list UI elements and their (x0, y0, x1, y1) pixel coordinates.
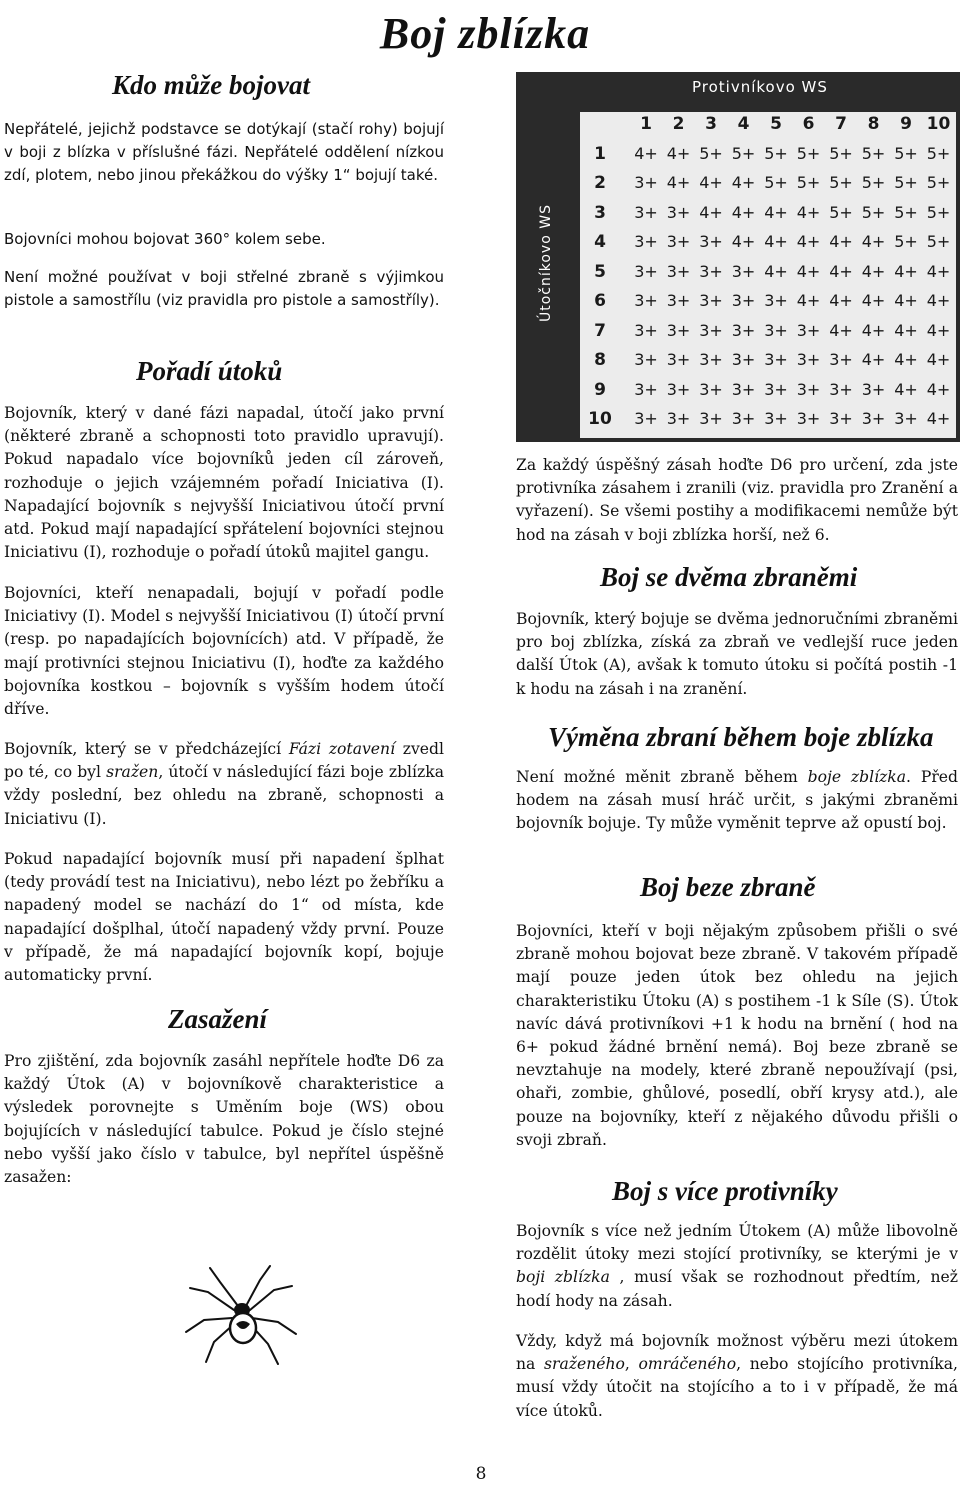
paragraph-vymena (516, 766, 958, 836)
table-cell: 5+ (829, 173, 853, 192)
table-cell: 3+ (764, 291, 788, 310)
table-column-header: 8 (867, 114, 880, 134)
paragraph-beze-zbrane: Bojovníci, kteří v boji nějakým způsobem přišli o své zbraně mohou bojovat beze zbraně. V takovém případě mají pouze jeden útok bez ohledu na jejich charakteristiku Útoku (A) s postihem -1 k Síle (S). Útok navíc dává protivníkovi +1 k hodu na brnění ( hod na 6+ pokud žádné brnění nemá). Boj beze zbraně se nevztahuje na modely, které zbraně nepoužívají (psi, ohaři, zombie, ghůlové, posedlí, obří krysy atd.), ale pouze na bojovníky, kteří z nějakého důvodu přišli o svoji zbraň. (516, 922, 958, 1149)
paragraph-kdo-3: Není možné používat v boji střelné zbraně s výjimkou pistole a samostřílu (viz pravidla pro pistole a samostříly). (4, 268, 444, 310)
table-cell: 4+ (796, 261, 821, 281)
table-cell: 5+ (699, 143, 723, 163)
table-row-header: 7 (594, 320, 606, 341)
text-span: , (624, 1355, 639, 1374)
table-cell: 3+ (764, 320, 788, 340)
table-cell: 3+ (634, 409, 658, 428)
ws-hit-table (516, 72, 960, 442)
table-cell: 5+ (861, 173, 886, 192)
table-cell: 4+ (894, 291, 918, 310)
table-cell: 5+ (894, 173, 918, 192)
table-cell: 3+ (666, 409, 691, 428)
table-row-header: 6 (594, 291, 606, 311)
paragraph-vice-2 (516, 1330, 958, 1423)
table-cell: 5+ (764, 143, 788, 163)
table-cell: 5+ (796, 173, 821, 192)
table-cell: 4+ (796, 202, 821, 222)
table-row-header: 1 (594, 143, 606, 164)
page-title: Boj zblízka (379, 9, 591, 58)
text-span: Není možné měnit zbraně během (516, 768, 808, 786)
table-row-header: 8 (594, 350, 606, 370)
table-cell: 3+ (861, 379, 886, 399)
table-cell: 4+ (926, 350, 951, 369)
emphasis-text: boji zblízka (516, 1268, 610, 1287)
table-row-header: 9 (594, 379, 606, 400)
table-cell: 4+ (926, 291, 951, 310)
paragraph-dve-zbrane: Bojovník, který bojuje se dvěma jednoručními zbraněmi pro boj zblízka, získá za zbraň ve vedlejší ruce jeden další Útok (A), avšak k tomuto útoku si počítá postih -1 k hodu na zásah i na zranění. (516, 610, 958, 698)
table-column-header: 10 (926, 114, 951, 134)
table-cell: 3+ (699, 379, 723, 399)
table-row-header: 4 (594, 232, 606, 252)
table-cell: 3+ (666, 202, 691, 222)
heading-poradi-utoku: Pořadí útoků (136, 356, 283, 386)
table-cell: 3+ (666, 379, 691, 399)
table-cell: 3+ (634, 202, 658, 222)
table-column-header: 9 (900, 114, 912, 134)
heading-zasazeni: Zasažení (168, 1004, 268, 1034)
table-cell: 4+ (764, 261, 788, 281)
heading-kdo-muze-bojovat: Kdo může bojovat (112, 70, 311, 100)
table-cell: 4+ (829, 320, 853, 340)
table-cell: 4+ (731, 173, 756, 192)
table-cell: 3+ (699, 291, 723, 310)
table-cell: 3+ (634, 291, 658, 310)
table-cell: 4+ (894, 379, 918, 399)
text-span: Bojovník s více než jedním Útokem (A) může libovolně rozdělit útoky mezi stojící protivníky, se kterými je v (516, 1222, 958, 1264)
heading-boj-beze-zbrane: Boj beze zbraně (640, 872, 816, 902)
table-cell: 4+ (699, 173, 723, 192)
table-cell: 4+ (796, 291, 821, 310)
table-row-header: 3 (594, 202, 606, 223)
table-cell: 3+ (829, 409, 853, 428)
table-cell: 3+ (731, 350, 756, 369)
paragraph-kdo-1: Nepřátelé, jejichž podstavce se dotýkají (stačí rohy) bojují v boji z blízka v příslušné fázi. Nepřátelé oddělení nízkou zdí, plotem, nebo jinou překážkou do výšky 1“ bojují také. (4, 120, 444, 185)
table-cell: 4+ (666, 173, 691, 192)
table-cell: 4+ (894, 261, 918, 281)
table-cell: 5+ (861, 202, 886, 222)
spider-icon (180, 1262, 300, 1372)
table-cell: 3+ (829, 350, 853, 369)
table-cell: 4+ (894, 350, 918, 369)
table-cell: 3+ (666, 320, 691, 340)
table-cell: 3+ (894, 409, 918, 428)
table-cell: 3+ (829, 379, 853, 399)
table-cell: 4+ (926, 261, 951, 281)
text-span: Vždy, když má bojovník možnost výběru mezi útokem na (516, 1332, 958, 1374)
table-cell: 4+ (764, 202, 788, 222)
table-cell: 4+ (861, 320, 886, 340)
table-cell: 4+ (829, 261, 853, 281)
heading-vymena-zbrani: Výměna zbraní během boje zblízka (548, 722, 934, 752)
table-cell: 3+ (731, 320, 756, 340)
table-cell: 3+ (666, 261, 691, 281)
table-cell: 4+ (861, 350, 886, 369)
text-span: , musí však se rozhodnout předtím, než hodí hody na zásah. (516, 1268, 958, 1310)
table-cell: 3+ (796, 409, 821, 428)
heading-boj-s-vice-protivniky: Boj s více protivníky (612, 1176, 838, 1206)
table-row-header: 2 (594, 173, 606, 193)
table-cell: 5+ (926, 143, 951, 163)
table-cell: 3+ (634, 261, 658, 281)
table-cell: 4+ (796, 232, 821, 251)
table-cell: 4+ (861, 261, 886, 281)
table-cell: 5+ (894, 232, 918, 251)
emphasis-text: Fázi zotavení (288, 740, 396, 758)
table-cell: 4+ (926, 320, 951, 340)
table-cell: 3+ (634, 379, 658, 399)
table-cell: 3+ (796, 379, 821, 399)
table-cell: 3+ (796, 350, 821, 369)
table-column-title: Protivníkovo WS (692, 78, 828, 96)
table-cell: 4+ (829, 232, 853, 251)
table-cell: 4+ (861, 291, 886, 310)
text-span: . Před hodem na zásah musí hráč určit, s jakými zbraněmi bojovník bojuje. Ty může vyměnit teprve až opustí boj. (516, 768, 958, 833)
table-column-header: 2 (672, 114, 685, 134)
table-cell: 3+ (634, 320, 658, 340)
paragraph-poradi-3 (4, 738, 444, 831)
table-row-header: 10 (588, 409, 612, 429)
emphasis-text: omráčeného (638, 1355, 737, 1374)
table-column-header: 1 (640, 114, 652, 134)
table-cell: 3+ (861, 409, 886, 428)
table-cell: 4+ (764, 232, 788, 251)
table-cell: 5+ (764, 173, 788, 192)
table-cell: 5+ (926, 202, 951, 222)
table-cell: 5+ (894, 143, 918, 163)
table-cell: 5+ (926, 232, 951, 251)
paragraph-kdo-2: Bojovníci mohou bojovat 360° kolem sebe. (4, 230, 326, 248)
table-column-header: 6 (802, 114, 815, 134)
table-cell: 3+ (699, 350, 723, 369)
table-cell: 3+ (731, 261, 756, 281)
table-cell: 3+ (731, 409, 756, 428)
table-cell: 4+ (926, 409, 951, 428)
emphasis-text: sraženého (544, 1355, 625, 1374)
table-cell: 4+ (634, 143, 658, 163)
heading-boj-se-dvema-zbranemi: Boj se dvěma zbraněmi (600, 562, 858, 592)
paragraph-table-note: Za každý úspěšný zásah hoďte D6 pro určení, zda jste protivníka zásahem i zranili (viz. pravidla pro Zranění a vyřazení). Se všemi postihy a modifikacemi nemůže být hod na zásah v boji zblízka horší, než 6. (516, 456, 958, 544)
table-cell: 5+ (894, 202, 918, 222)
table-cell: 4+ (731, 232, 756, 251)
table-column-header: 5 (770, 114, 782, 134)
text-span: , nebo stojícího protivníka, musí vždy útočit na stojícího a to i v případě, že má více útoků. (516, 1355, 958, 1420)
table-cell: 4+ (829, 291, 853, 310)
table-cell: 4+ (861, 232, 886, 251)
table-cell: 3+ (731, 379, 756, 399)
table-cell: 4+ (926, 379, 951, 399)
table-cell: 3+ (699, 261, 723, 281)
paragraph-vice-1 (516, 1220, 958, 1313)
text-span: Bojovník, který se v předcházející (4, 740, 289, 758)
table-column-header: 3 (705, 114, 717, 134)
text-span: zvedl po té, co byl (4, 740, 444, 782)
table-cell: 3+ (699, 409, 723, 428)
table-cell: 5+ (731, 143, 756, 163)
table-cell: 3+ (666, 291, 691, 310)
table-cell: 3+ (731, 291, 756, 310)
table-cell: 3+ (699, 320, 723, 340)
table-cell: 5+ (861, 143, 886, 163)
table-cell: 4+ (731, 202, 756, 222)
table-cell: 3+ (634, 350, 658, 369)
table-cell: 3+ (666, 232, 691, 251)
table-row-title: Útočníkovo WS (538, 204, 554, 322)
paragraph-poradi-1: Bojovník, který v dané fázi napadal, útočí jako první (některé zbraně a schopnosti toto pravidlo upravují). Pokud napadalo více bojovníků jeden cíl zároveň, rozhoduje o jejich vzájemném pořadí Iniciativa (I). Napadající bojovník s nejvyšší Iniciativou útočí první atd. Pokud mají napadající spřátelení bojovníci stejnou Iniciativu (I), rozhoduje o pořadí útoků majitel gangu. (4, 404, 444, 562)
paragraph-poradi-4: Pokud napadající bojovník musí při napadení šplhat (tedy provádí test na Iniciativu), nebo lézt po žebříku a napadený model se nachází do 1“ od místa, kde napadající došplhal, útočí napadený vždy první. Pouze v případě, že má napadající bojovník kopí, bojuje automaticky první. (4, 850, 444, 985)
table-row-header: 5 (594, 261, 606, 282)
table-cell: 3+ (666, 350, 691, 369)
table-cell: 5+ (796, 143, 821, 163)
emphasis-text: boje zblízka (807, 768, 907, 786)
table-cell: 3+ (699, 232, 723, 251)
paragraph-poradi-2: Bojovníci, kteří nenapadali, bojují v pořadí podle Iniciativy (I). Model s nejvyšší Iniciativou (I) útočí první (resp. po napadajících bojovnících) atd. V případě, že mají protivníci stejnou Iniciativu (I), hoďte za každého bojovníka kostkou – bojovník s vyšším hodem útočí dříve. (4, 584, 444, 719)
table-cell: 3+ (764, 379, 788, 399)
table-grid (580, 112, 956, 438)
table-cell: 5+ (829, 143, 853, 163)
table-cell: 3+ (634, 173, 658, 192)
paragraph-zasazeni: Pro zjištění, zda bojovník zasáhl nepřítele hoďte D6 za každý Útok (A) v bojovníkově charakteristice a výsledek porovnejte s Uměním boje (WS) obou bojujících v následující tabulce. Pokud je číslo stejné nebo vyšší jako číslo v tabulce, byl nepřítel úspěšně zasažen: (4, 1052, 444, 1187)
table-cell: 3+ (764, 350, 788, 369)
table-cell: 3+ (634, 232, 658, 251)
text-span: , útočí v následující fázi boje zblízka vždy poslední, bez ohledu na zbraně, schopnosti a Iniciativu (I). (4, 763, 444, 828)
table-cell: 4+ (894, 320, 918, 340)
table-cell: 3+ (796, 320, 821, 340)
table-column-header: 4 (737, 114, 750, 134)
table-cell: 3+ (764, 409, 788, 428)
table-cell: 5+ (926, 173, 951, 192)
table-column-header: 7 (835, 114, 847, 134)
table-cell: 4+ (666, 143, 691, 163)
emphasis-text: sražen (106, 763, 159, 782)
table-cell: 4+ (699, 202, 723, 222)
table-cell: 5+ (829, 202, 853, 222)
page-number: 8 (475, 1464, 487, 1484)
